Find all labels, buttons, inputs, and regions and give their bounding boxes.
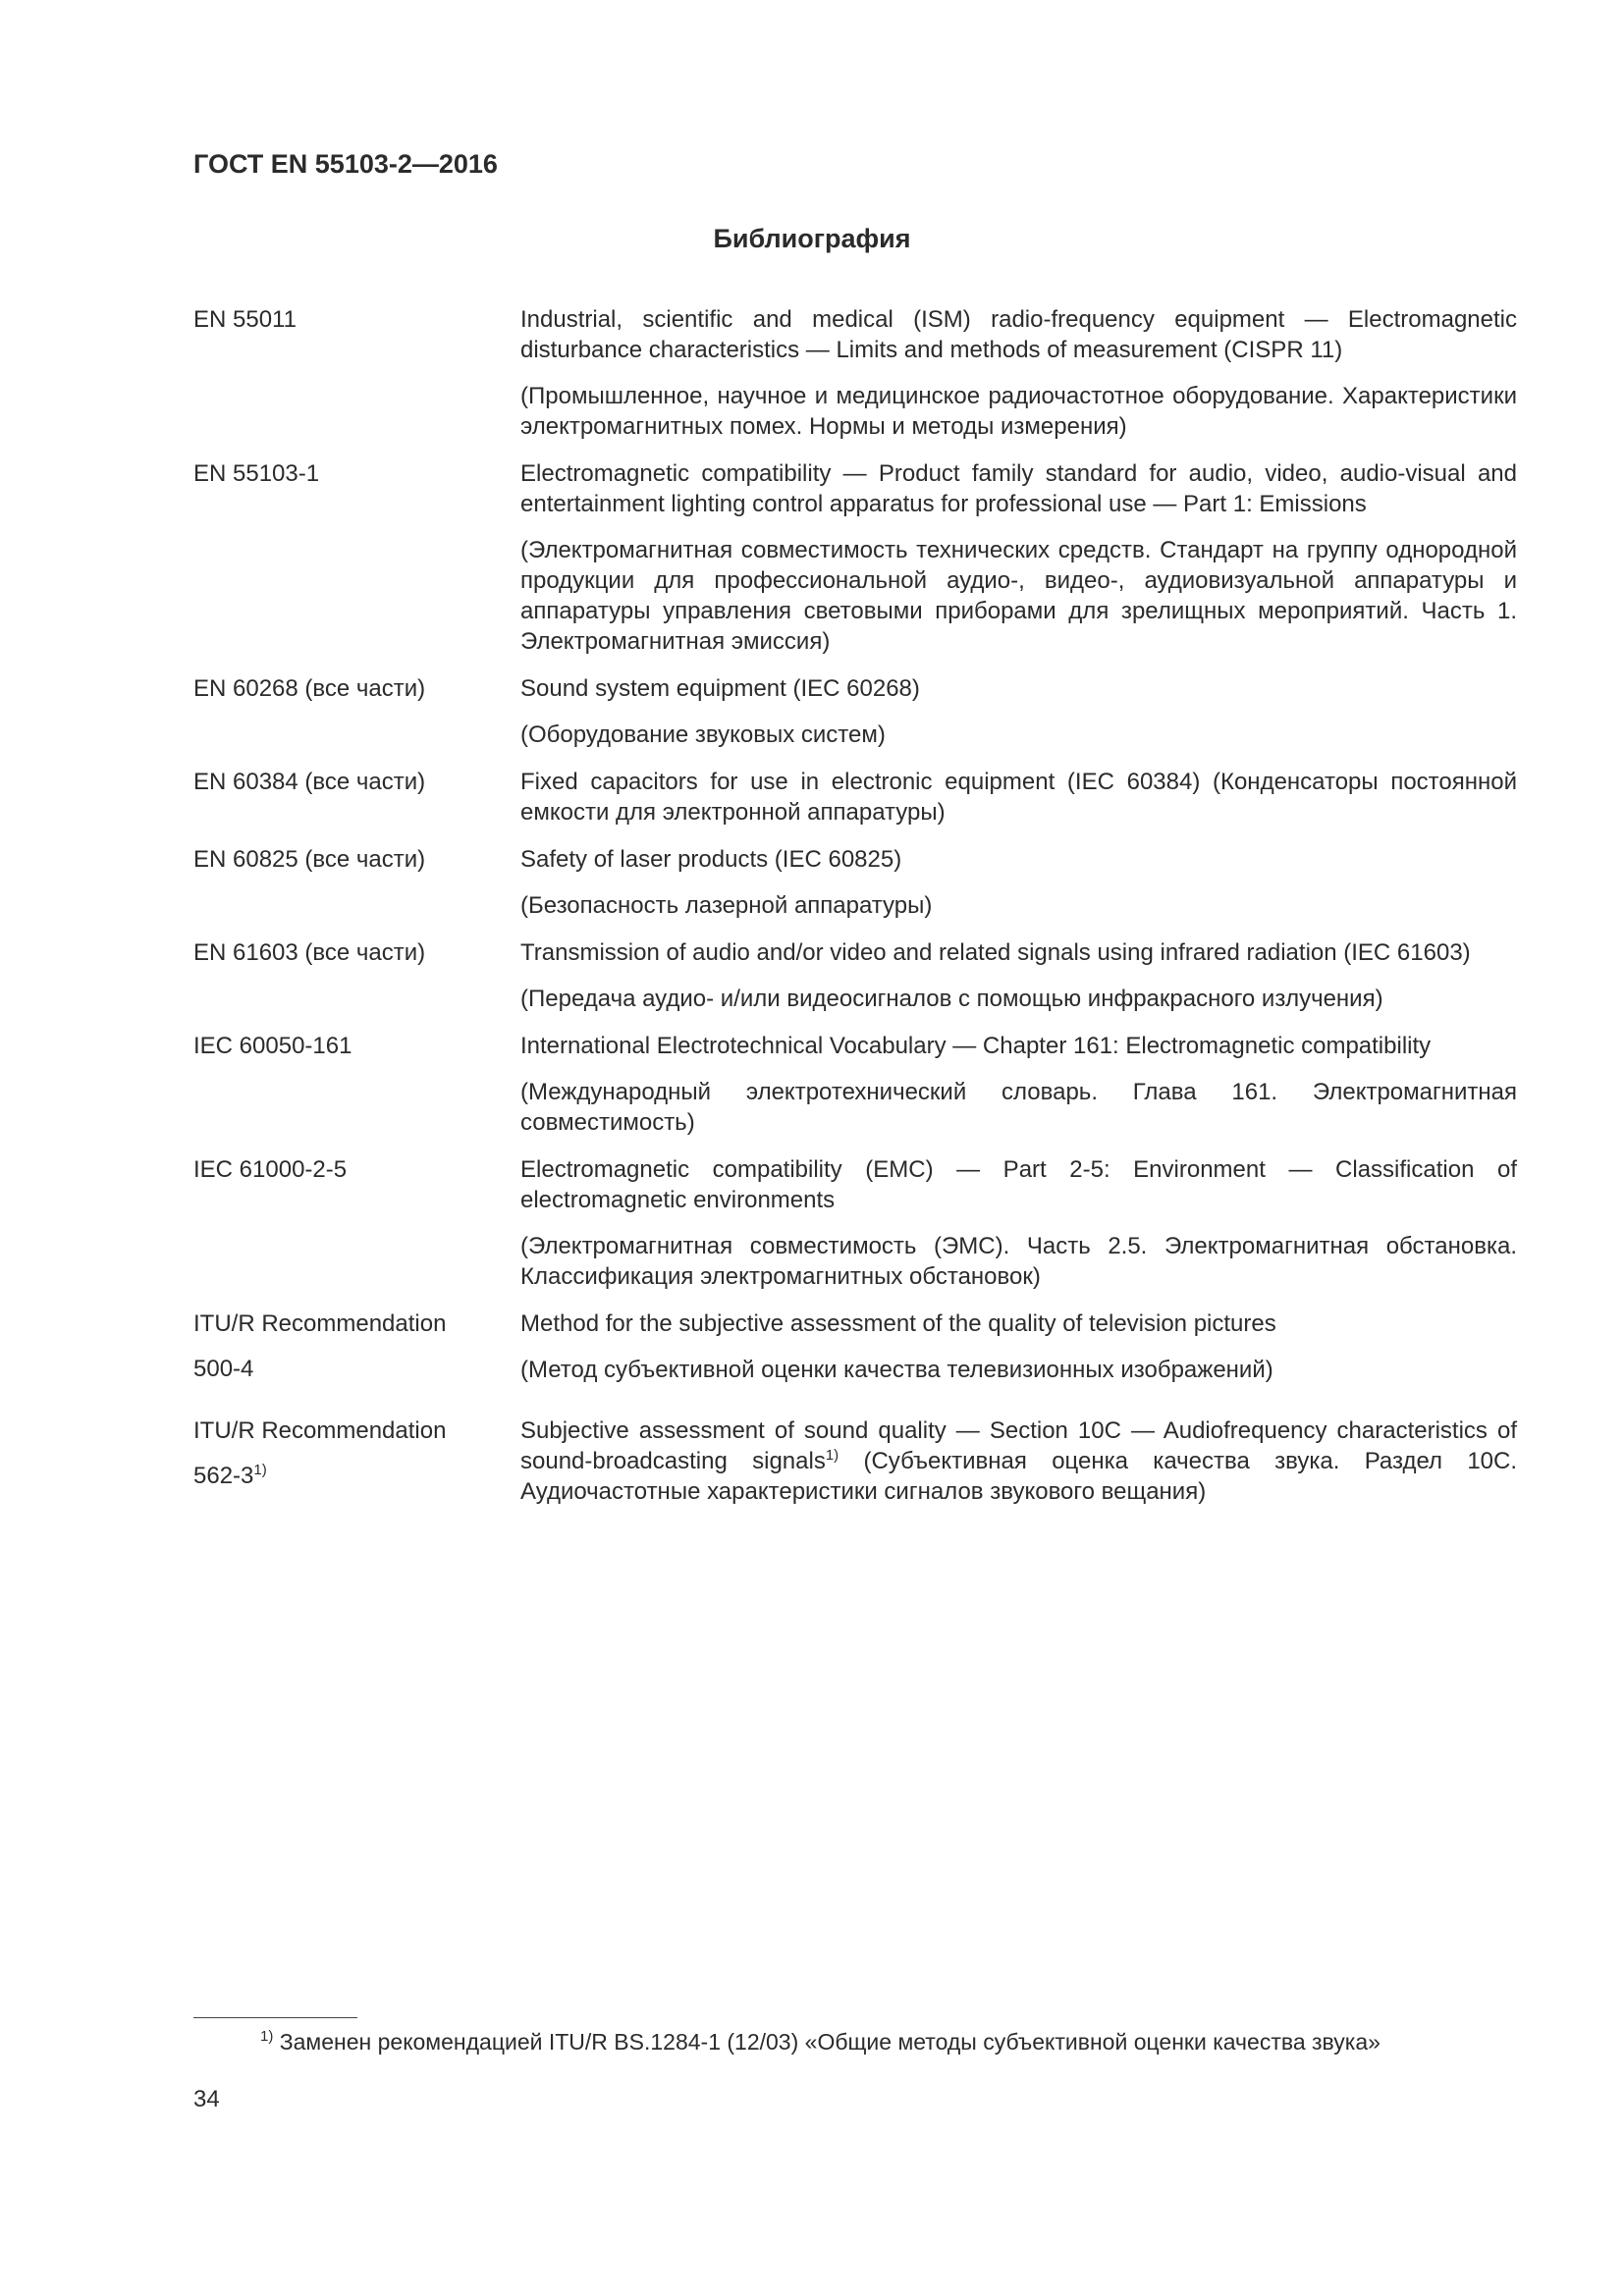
page-number: 34 [193, 2086, 220, 2112]
entry-code-line [193, 1461, 520, 1492]
entry-code: EN 55011 [193, 306, 297, 333]
entry-title-en: Electromagnetic compatibility (EMC) — Part 2-5: Environment — Classification of electromagnetic environments [520, 1156, 1517, 1213]
entry-title-ru: (Электромагнитная совместимость (ЭМС). Часть 2.5. Электромагнитная обстановка. Классификация электромагнитных обстановок) [520, 1233, 1517, 1290]
entry-title-ru: (Электромагнитная совместимость технических средств. Стандарт на группу однородной продукции для профессиональной аудио-, видео-, аудиовизуальной аппаратуры и аппаратуры управления световыми приборами для зрелищных мероприятий. Часть 1. Электромагнитная эмиссия) [520, 537, 1517, 655]
footnote-reference[interactable]: 1) [253, 1462, 267, 1478]
entry-title-en: Safety of laser products (IEC 60825) [520, 846, 902, 873]
document-code-header: ГОСТ EN 55103-2—2016 [193, 149, 498, 179]
entry-code-line: 500-4 [193, 1356, 254, 1382]
bibliography-entry [193, 1031, 1517, 1138]
footnote-text: Заменен рекомендацией ITU/R BS.1284-1 (12/03) «Общие методы субъективной оценки качества звука» [279, 2029, 1380, 2055]
bibliography-entry [193, 937, 1517, 1014]
bibliography-entry [193, 1154, 1517, 1292]
entry-title-en: Industrial, scientific and medical (ISM) radio-frequency equipment — Electromagnetic disturbance characteristics — Limits and methods of measurement (CISPR 11) [520, 306, 1517, 363]
entry-description [520, 844, 1517, 921]
entry-description [520, 1308, 1517, 1399]
entry-code [193, 1415, 520, 1507]
entry-title-en: Transmission of audio and/or video and related signals using infrared radiation (IEC 61603) [520, 939, 1471, 966]
entry-title [520, 1415, 1517, 1507]
entry-code: EN 60384 (все части) [193, 769, 426, 795]
entry-title-ru: (Оборудование звуковых систем) [520, 721, 886, 748]
entry-description [520, 304, 1517, 442]
entry-code-line: ITU/R Recommendation [193, 1310, 447, 1337]
entry-title-en: Electromagnetic compatibility — Product family standard for audio, video, audio-visual and entertainment lighting control apparatus for professional use — Part 1: Emissions [520, 460, 1517, 517]
entry-title-en: International Electrotechnical Vocabulary — Chapter 161: Electromagnetic compatibility [520, 1033, 1432, 1059]
entry-title-ru: (Субъективная оценка качества звука. Раздел 10С. Аудиочастотные характеристики сигналов звукового вещания) [520, 1448, 1518, 1505]
entry-code: IEC 60050-161 [193, 1033, 352, 1059]
bibliography-entry [193, 1308, 1517, 1399]
footnote-divider [193, 2017, 357, 2018]
entry-title-ru: (Метод субъективной оценки качества телевизионных изображений) [520, 1357, 1273, 1383]
entry-code-number: 562-3 [193, 1463, 254, 1489]
bibliography-entry [193, 458, 1517, 657]
entry-title-ru: (Международный электротехнический словарь. Глава 161. Электромагнитная совместимость) [520, 1079, 1517, 1136]
entry-title-ru: (Безопасность лазерной аппаратуры) [520, 892, 933, 919]
entry-title-en: Subjective assessment of sound quality — Section 10C — Audiofrequency characteristics of sound-broadcasting signals [520, 1417, 1517, 1474]
bibliography-list [193, 304, 1517, 1523]
footnote-marker: 1) [260, 2028, 274, 2045]
entry-code [193, 1308, 520, 1399]
footnote [260, 2029, 1380, 2056]
entry-code: EN 55103-1 [193, 460, 320, 487]
entry-description [520, 767, 1517, 828]
entry-code: IEC 61000-2-5 [193, 1156, 348, 1183]
section-title: Библиография [713, 224, 911, 253]
entry-description [520, 937, 1517, 1014]
entry-description [520, 1154, 1517, 1292]
entry-title-en: Fixed capacitors for use in electronic equipment (IEC 60384) (Конденсаторы постоянной емкости для электронной аппаратуры) [520, 769, 1517, 826]
entry-code: EN 61603 (все части) [193, 939, 426, 966]
entry-title-ru: (Промышленное, научное и медицинское радиочастотное оборудование. Характеристики электромагнитных помех. Нормы и методы измерения) [520, 383, 1517, 440]
entry-code: EN 60268 (все части) [193, 675, 426, 702]
footnote-reference[interactable]: 1) [825, 1447, 839, 1464]
entry-title-en: Sound system equipment (IEC 60268) [520, 675, 920, 702]
bibliography-entry [193, 844, 1517, 921]
entry-description [520, 458, 1517, 657]
bibliography-entry [193, 673, 1517, 750]
bibliography-entry [193, 304, 1517, 442]
bibliography-entry [193, 1415, 1517, 1507]
entry-title-en: Method for the subjective assessment of the quality of television pictures [520, 1310, 1276, 1337]
bibliography-entry [193, 767, 1517, 828]
entry-title-ru: (Передача аудио- и/или видеосигналов с помощью инфракрасного излучения) [520, 986, 1383, 1012]
entry-description [520, 673, 1517, 750]
entry-code-line: ITU/R Recommendation [193, 1417, 447, 1444]
entry-description [520, 1031, 1517, 1138]
entry-code: EN 60825 (все части) [193, 846, 426, 873]
entry-description [520, 1415, 1517, 1507]
